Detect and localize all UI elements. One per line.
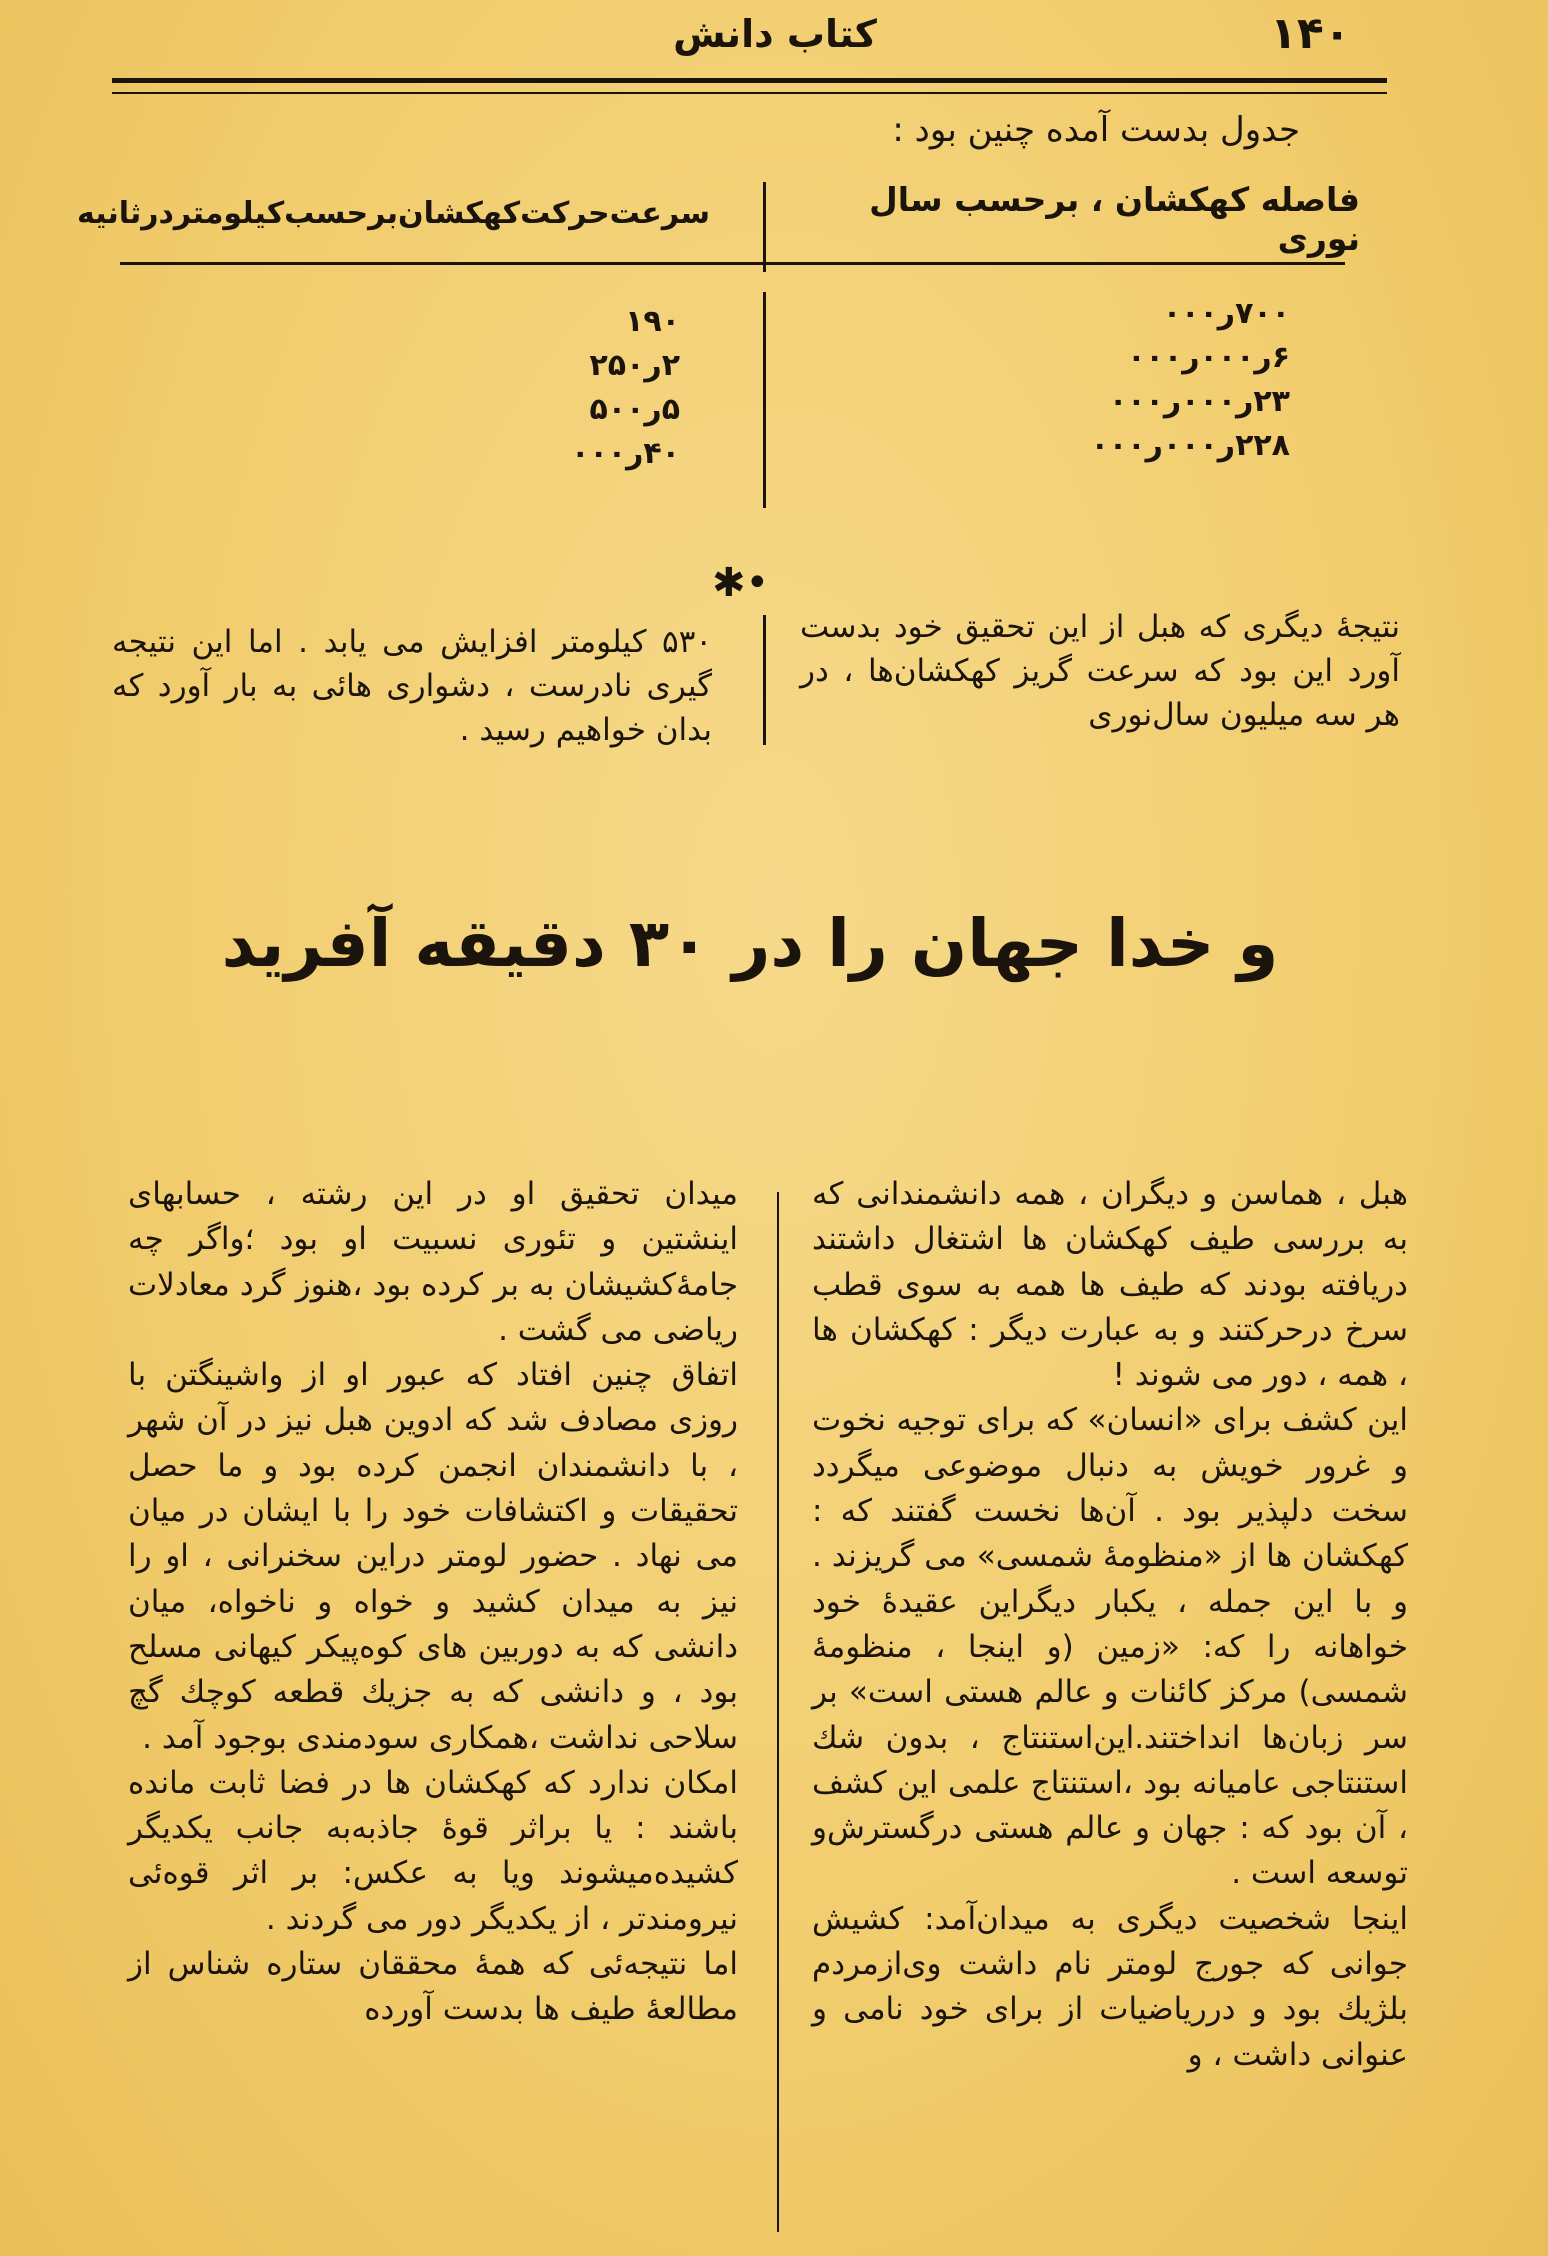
summary-left-paragraph: ۵۳۰ کیلومتر افزایش می یابد . اما این نتیجه گیری نادرست ، دشواری هائی به بار آورد که بدان خواهیم رسید . <box>112 624 712 748</box>
body-column-right <box>812 1172 1408 2078</box>
body-paragraph: اینجا شخصیت دیگری به میدان‌آمد: کشیش جوانی که جورج لومتر نام داشت وی‌ازمردم بلژیك بود و درریاضیات از برای خود نامی و عنوانی داشت ، و <box>812 1900 1408 2073</box>
table-header-rule <box>120 262 1345 265</box>
table-column-divider <box>763 292 766 508</box>
body-column-divider <box>777 1192 779 2232</box>
table-cell-speed: ۵ر۵۰۰ <box>589 392 680 427</box>
body-paragraph: اتفاق چنین افتاد که عبور او از واشینگتن با روزی مصادف شد که ادوین هبل نیز در آن شهر ، با دانشمندان انجمن کرده بود و ما حصل تحقیقات و اکتشافات خود را با ایشان در میان می نهاد . حضور لومتر دراین سخنرانی ، او را نیز به میدان کشید و خواه و ناخواه، میان دانشی که به دوربین های کوه‌پیکر کیهانی مسلح بود ، و دانشی که به جزیك قطعه کوچك گچ سلاحی نداشت ،همکاری سودمندی بوجود آمد . <box>128 1357 738 1756</box>
star-separator-icon: ✱• <box>712 560 770 606</box>
table-cell-speed: ۴۰ر۰۰۰ <box>571 436 680 471</box>
body-paragraph: هبل ، هماسن و دیگران ، همه دانشمندانی که به بررسی طیف کهکشان ها اشتغال داشتند دریافته بودند که طیف ها همه به سوی قطب سرخ درحرکتند و به عبارت دیگر : کهکشان ها ، همه ، دور می شوند ! <box>812 1176 1408 1394</box>
table-header-distance: فاصله کهکشان ، برحسب سال نوری <box>869 180 1360 258</box>
table-column-divider-top <box>763 182 766 272</box>
table-header-speed: سرعت‌حرکت‌کهکشان‌برحسب‌کیلومتر‌درثانیه <box>77 196 710 231</box>
table-cell-distance: ۶ر۰۰۰ر۰۰۰ <box>1127 340 1290 375</box>
article-headline: و خدا جهان را در ۳۰ دقیقه آفرید <box>221 905 1279 982</box>
table-cell-speed: ۲ر۲۵۰ <box>589 348 680 383</box>
header-rule-thin <box>112 92 1387 94</box>
running-title: کتاب دانش <box>673 12 877 56</box>
page-number: ۱۴۰ <box>1270 8 1351 59</box>
table-cell-distance: ۷۰۰ر۰۰۰ <box>1162 296 1290 331</box>
summary-column-divider <box>763 615 766 745</box>
body-paragraph: امکان ندارد که کهکشان ها در فضا ثابت مانده باشند : یا براثر قوهٔ جاذبه‌به جانب یکدیگر کشیده‌میشوند ویا به عکس: بر اثر قوه‌ئی نیرومندتر ، از یکدیگر دور می گردند . <box>128 1764 738 1937</box>
table-intro: جدول بدست آمده چنین بود : <box>892 110 1300 150</box>
body-column-left <box>128 1172 738 2033</box>
body-paragraph: میدان تحقیق او در این رشته ، حسابهای اینشتین و تئوری نسبیت او بود ؛واگر چه جامهٔ‌کشیشان به بر کرده بود ،هنوز گرد معادلات ریاضی می گشت . <box>128 1176 738 1348</box>
table-cell-distance: ۲۳ر۰۰۰ر۰۰۰ <box>1108 384 1290 419</box>
table-cell-speed: ۱۹۰ <box>625 304 680 339</box>
header-rule <box>112 78 1387 83</box>
body-paragraph: این کشف برای «انسان» که برای توجیه نخوت و غرور خویش به دنبال موضوعی میگردد سخت دلپذیر بود . آن‌ها نخست گفتند که : کهکشان ها از «منظومهٔ شمسی» می گریزند . و با این جمله ، یکبار دیگراین عقیدهٔ خود خواهانه را که: «زمین (و اینجا ، منظومهٔ شمسی) مرکز کائنات و عالم هستی است» بر سر زبان‌ها انداختند.این‌استنتاج ، بدون شك استنتاجی عامیانه بود ،استنتاج علمی این کشف ، آن بود که : جهان و عالم هستی درگسترش‌و توسعه است . <box>812 1402 1408 1892</box>
summary-right-paragraph: نتیجهٔ دیگری که هبل از این تحقیق خود بدست آورد این بود که سرعت گریز کهکشان‌ها ، در هر سه میلیون سال‌نوری <box>800 609 1400 733</box>
distance-column <box>900 292 1290 468</box>
table-cell-distance: ۲۲۸ر۰۰۰ر۰۰۰ <box>1090 428 1290 463</box>
body-paragraph: اما نتیجه‌ئی که همهٔ محققان ستاره شناس از مطالعهٔ طیف ها بدست آورده <box>128 1946 738 2028</box>
speed-column <box>420 300 680 476</box>
